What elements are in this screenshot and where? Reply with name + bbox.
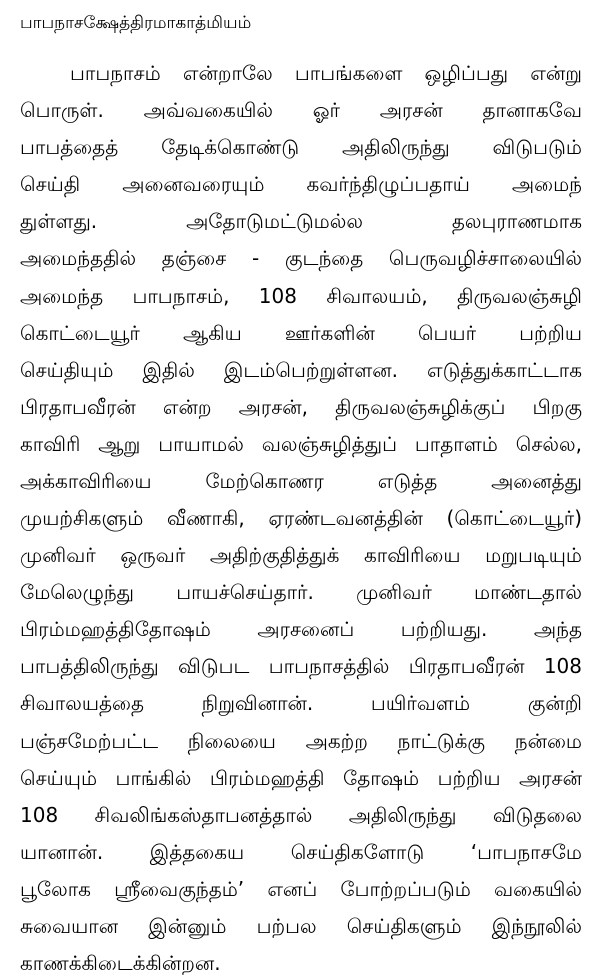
paragraph-line: பாபத்திலிருந்து விடுபட பாபநாசத்தில் பிரதாபவீரன் 108 (20, 654, 582, 678)
paragraph-line: யானான். இத்தகைய செய்திகளோடு ‘பாபநாசமே (20, 840, 582, 864)
paragraph-line: கொட்டையூர் ஆகிய ஊர்களின் பெயர் பற்றிய (20, 321, 582, 345)
paragraph-line: பிரம்மஹத்திதோஷம் அரசனைப் பற்றியது. அந்த (20, 617, 582, 641)
paragraph-line: பொருள். அவ்வகையில் ஓர் அரசன் தானாகவே (20, 98, 582, 122)
paragraph-line: பிரதாபவீரன் என்ற அரசன், திருவலஞ்சுழிக்குப் பிறகு (20, 395, 582, 419)
paragraph-line: காணக்கிடைக்கின்றன. (20, 951, 221, 975)
paragraph-line: பாபநாசம் என்றாலே பாபங்களை ஒழிப்பது என்று (70, 61, 582, 85)
running-header: பாபநாசக்ஷேத்திரமாகாத்மியம் (20, 13, 252, 33)
paragraph-line: முனிவர் ஒருவர் அதிற்குதித்துக் காவிரியை மறுபடியும் (20, 543, 582, 567)
paragraph-line: பஞ்சமேற்பட்ட நிலையை அகற்ற நாட்டுக்கு நன்மை (20, 729, 582, 753)
paragraph-line: பூலோக ஸ்ரீவைகுந்தம்’ எனப் போற்றப்படும் வகையில் (20, 877, 582, 901)
paragraph-line: பாபத்தைத் தேடிக்கொண்டு அதிலிருந்து விடுபடும் (20, 135, 582, 159)
paragraph-line: அமைந்ததில் தஞ்சை - குடந்தை பெருவழிச்சாலையில் (20, 246, 582, 270)
paragraph-line: அமைந்த பாபநாசம், 108 சிவாலயம், திருவலஞ்சுழி (20, 284, 582, 308)
paragraph-line: காவிரி ஆறு பாயாமல் வலஞ்சுழித்துப் பாதாளம் செல்ல, (20, 432, 582, 456)
paragraph-line: செய்தியும் இதில் இடம்பெற்றுள்ளன. எடுத்துக்காட்டாக (20, 358, 582, 382)
paragraph-line: செய்யும் பாங்கில் பிரம்மஹத்தி தோஷம் பற்றிய அரசன் (20, 766, 582, 790)
paragraph-line: 108 சிவலிங்கஸ்தாபனத்தால் அதிலிருந்து விடுதலை (20, 803, 582, 827)
paragraph-line: முயற்சிகளும் வீணாகி, ஏரண்டவனத்தின் (கொட்டையூர்) (20, 506, 582, 530)
paragraph-line: அக்காவிரியை மேற்கொணர எடுத்த அனைத்து (20, 469, 582, 493)
paragraph-line: சுவையான இன்னும் பற்பல செய்திகளும் இந்நூலில் (20, 914, 582, 938)
paragraph-line: செய்தி அனைவரையும் கவர்ந்திழுப்பதாய் அமைந் (20, 172, 582, 196)
paragraph-line: சிவாலயத்தை நிறுவினான். பயிர்வளம் குன்றி (20, 691, 582, 715)
paragraph-line: துள்ளது. அதோடுமட்டுமல்ல தலபுராணமாக (20, 209, 582, 233)
paragraph-line: மேலெழுந்து பாயச்செய்தார். முனிவர் மாண்டதால் (20, 580, 582, 604)
